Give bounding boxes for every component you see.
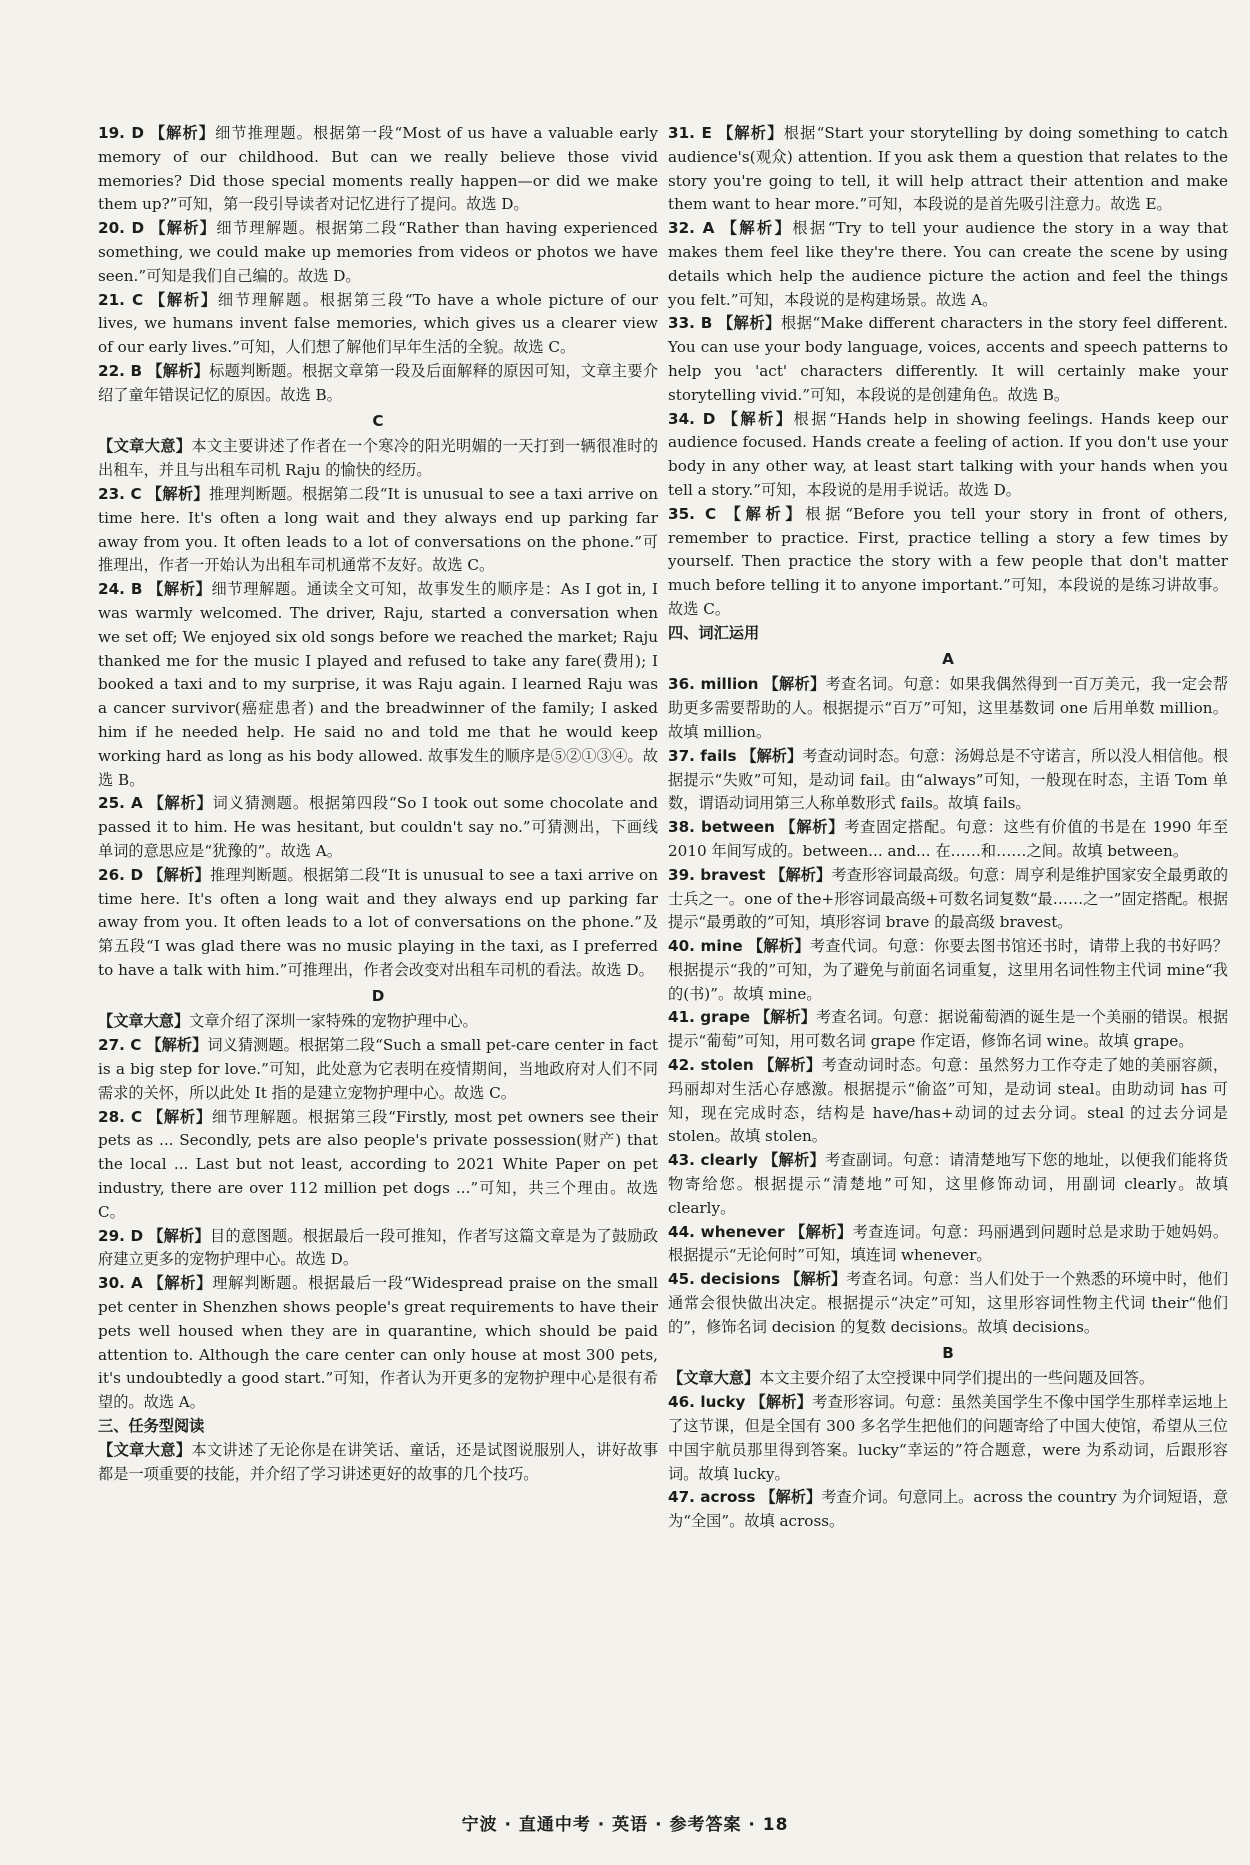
question-number: 30. A: [98, 1274, 143, 1293]
answer-entry: [668, 312, 1228, 407]
entry-text: 细节理解题。通读全文可知，故事发生的顺序是：As I got in, I was warmly welcomed. The driver, Raju, started a conversation when we set off; We enjoyed six old songs before we reached the market; Raju thanked me for the music I played and refused to take any fare(费用); I booked a taxi and to my surprise, it was Raju again. I learned Raju was a cancer survivor(癌症患者) and the breadwinner of the family; I asked him if he needed help. He said no and told me that he would keep working hard as long as his body allowed. 故事发生的顺序是⑤②①③④。故选 B。: [98, 580, 658, 789]
answer-entry: [668, 864, 1228, 935]
bracket-tag: 【解析】: [760, 1488, 822, 1507]
answer-entry: [668, 816, 1228, 864]
question-number: 44. whenever: [668, 1222, 785, 1241]
bracket-tag: 【解析】: [785, 1270, 847, 1289]
section-heading: 四、词汇运用: [668, 623, 760, 642]
question-number: 29. D: [98, 1226, 144, 1245]
question-number: 38. between: [668, 818, 775, 837]
bracket-tag: 【文章大意】: [98, 437, 192, 456]
answer-entry: [668, 1006, 1228, 1054]
answer-entry: [98, 289, 658, 360]
question-number: 40. mine: [668, 937, 743, 956]
answer-entry: [98, 1225, 658, 1273]
answer-entry: [98, 792, 658, 863]
bracket-tag: 【解析】: [147, 361, 210, 380]
bracket-tag: 【解析】: [763, 675, 826, 694]
entry-text: 根据“Try to tell your audience the story in a way that makes them feel like they're there. You can create the scene by using details which help the audience picture the action and feel the things you felt.”可知，本段说的是构建场景。故选 A。: [668, 219, 1229, 309]
answer-entry: [668, 673, 1228, 744]
entry-text: 文章介绍了深圳一家特殊的宠物护理中心。: [189, 1012, 478, 1031]
passage-label: A: [942, 649, 954, 668]
bracket-tag: 【解析】: [150, 219, 217, 238]
bracket-tag: 【解析】: [147, 1107, 212, 1126]
passage-label: D: [371, 986, 385, 1005]
answer-entry: [98, 1034, 658, 1105]
bracket-tag: 【解析】: [149, 124, 216, 142]
bracket-tag: 【解析】: [754, 1008, 817, 1027]
answer-entry: [668, 1054, 1228, 1149]
bracket-tag: 【文章大意】: [668, 1369, 760, 1388]
answer-entry: [98, 217, 658, 288]
answer-entry: [668, 122, 1228, 217]
bracket-tag: 【解析】: [770, 865, 832, 884]
entry-text: 根据“Hands help in showing feelings. Hands keep our audience focused. Hands create a feeling of action. If you don't use your body in any other way, at least start talking with your hands when you tell a story.”可知，本段说的是用手说话。故选 D。: [668, 409, 1228, 499]
answer-entry: [668, 408, 1228, 503]
bracket-tag: 【解析】: [780, 818, 845, 837]
answer-entry: [668, 217, 1228, 312]
question-number: 27. C: [98, 1036, 142, 1055]
entry-text: 细节理解题。根据第三段“To have a whole picture of our lives, we humans invent false memories, which gives us a clearer view of our early lives.”可知，人们想了解他们早年生活的全貌。故选 C。: [98, 290, 659, 357]
entry-text: 细节理解题。根据第三段“Firstly, most pet owners see their pets as ... Secondly, pets are also people's private possession(财产) that the local ... Last but not least, according to 2021 White Paper on pet industry, there are over 112 million pet dogs ...”可知，共三个理由。故选 C。: [98, 1107, 659, 1221]
question-number: 26. D: [98, 865, 144, 884]
question-number: 23. C: [98, 484, 142, 503]
answer-entry: [98, 483, 658, 578]
bracket-tag: 【解析】: [721, 219, 793, 238]
summary-entry: [98, 1010, 658, 1034]
entry-text: 推理判断题。根据第二段“It is unusual to see a taxi arrive on time here. It's often a long wait and they always end up parking far away from you. It often leads to a lot of conversations on the phone.”可推理出，作者一开始认为出租车司机通常不友好。故选 C。: [98, 484, 659, 575]
bracket-tag: 【解析】: [722, 409, 794, 428]
bracket-tag: 【解析】: [717, 124, 784, 142]
answer-entry: [668, 1268, 1228, 1339]
answer-entry: [98, 864, 658, 983]
entry-text: 考查形容词最高级。句意：周亨利是维护国家安全最勇敢的士兵之一。one of the+形容词最高级+可数名词复数“最……之一”固定搭配。根据提示“最勇敢的”可知，填形容词 brave 的最高级 bravest。: [668, 865, 1229, 932]
entry-text: 标题判断题。根据文章第一段及后面解释的原因可知，文章主要介绍了童年错误记忆的原因。故选 B。: [98, 361, 659, 404]
answer-entry: [668, 1221, 1228, 1269]
entry-text: 考查动词时态。句意：虽然努力工作夺走了她的美丽容颜，玛丽却对生活心存感激。根据提示“偷盗”可知，是动词 steal。由助动词 has 可知，现在完成时态，结构是 have/has+动词的过去分词。steal 的过去分词是 stolen。故填 stolen。: [668, 1056, 1229, 1146]
entry-text: 考查连词。句意：玛丽遇到问题时总是求助于她妈妈。根据提示“无论何时”可知，填连词 whenever。: [668, 1222, 1229, 1265]
answer-entry: [98, 360, 658, 408]
answer-entry: [98, 578, 658, 792]
question-number: 37. fails: [668, 746, 737, 765]
entry-text: 词义猜测题。根据第四段“So I took out some chocolate and passed it to him. He was hesitant, but couldn't say no.”可猜测出，下画线单词的意思应是“犹豫的”。故选 A。: [98, 794, 659, 860]
entry-text: 考查副词。句意：请清楚地写下您的地址，以便我们能将货物寄给您。根据提示“清楚地”可知，这里修饰动词，用副词 clearly。故填 clearly。: [668, 1151, 1229, 1217]
entry-text: 细节理解题。根据第二段“Rather than having experienced something, we could make up memories from videos or photos we have seen.”可知是我们自己编的。故选 D。: [98, 219, 658, 285]
question-number: 35. C: [668, 504, 717, 523]
question-number: 22. B: [98, 361, 143, 380]
answer-entry: [98, 122, 658, 217]
entry-text: 考查固定搭配。句意：这些有价值的书是在 1990 年至 2010 年间写成的。between... and... 在……和……之间。故填 between。: [668, 818, 1229, 860]
passage-label: B: [942, 1343, 954, 1362]
question-number: 24. B: [98, 580, 143, 599]
bracket-tag: 【解析】: [148, 1226, 211, 1245]
bracket-tag: 【解析】: [717, 314, 781, 333]
bracket-tag: 【解析】: [148, 794, 213, 813]
summary-entry: [98, 435, 658, 483]
entry-text: 推理判断题。根据第二段“It is unusual to see a taxi arrive on time here. It's often a long wait and they always end up parking far away from you. It often leads to a lot of conversations on the phone.”及第五段“I was glad there was no music playing in the taxi, as I preferred to have a talk with him.”可推理出，作者会改变对出租车司机的看法。故选 D。: [98, 865, 658, 979]
question-number: 41. grape: [668, 1008, 751, 1027]
bracket-tag: 【解析】: [725, 504, 806, 523]
right-column: [668, 122, 1228, 1534]
question-number: 46. lucky: [668, 1393, 746, 1412]
bracket-tag: 【解析】: [741, 746, 803, 765]
entry-text: 考查代词。句意：你要去图书馆还书时，请带上我的书好吗？根据提示“我的”可知，为了避免与前面名词重复，这里用名词性物主代词 mine“我的(书)”。故填 mine。: [668, 937, 1229, 1003]
entry-text: 本文主要讲述了作者在一个寒冷的阳光明媚的一天打到一辆很准时的出租车，并且与出租车司机 Raju 的愉快的经历。: [98, 437, 659, 480]
bracket-tag: 【解析】: [789, 1222, 853, 1241]
answer-entry: [668, 935, 1228, 1006]
summary-entry: [98, 1439, 658, 1487]
question-number: 42. stolen: [668, 1056, 754, 1075]
entry-text: 根据“Make different characters in the story feel different. You can use your body language, voices, accents and speech patterns to help you 'act' characters differently. It will certainly make your storytelling vivid.”可知，本段说的是创建角色。故选 B。: [668, 314, 1229, 404]
question-number: 45. decisions: [668, 1270, 781, 1289]
bracket-tag: 【解析】: [747, 937, 810, 956]
entry-text: 词义猜测题。根据第二段“Such a small pet-care center in fact is a big step for love.”可知，此处意为它表明在疫情期间，当地政府对人们不同需求的关怀，所以此处 It 指的是建立宠物护理中心。故选 C。: [98, 1036, 659, 1102]
question-number: 20. D: [98, 219, 145, 238]
bracket-tag: 【解析】: [759, 1056, 822, 1075]
answer-entry: [98, 1106, 658, 1225]
question-number: 19. D: [98, 124, 144, 142]
question-number: 32. A: [668, 219, 715, 238]
question-number: 25. A: [98, 794, 143, 813]
question-number: 31. E: [668, 124, 712, 142]
bracket-tag: 【解析】: [148, 865, 211, 884]
entry-text: 理解判断题。根据最后一段“Widespread praise on the small pet center in Shenzhen shows people's great requirements to have their pets well housed when they are in quarantine, which should be paid attention to. Although the care center can only house at most 300 pets, it's undoubtedly a good start.”可知，作者认为开更多的宠物护理中心是很有希望的。故选 A。: [98, 1274, 659, 1412]
entry-text: 考查形容词。句意：虽然美国学生不像中国学生那样幸运地上了这节课，但是全国有 300 多名学生把他们的问题寄给了中国大使馆，希望从三位中国宇航员那里得到答案。lucky“幸运的”符合题意，were 为系动词，后跟形容词。故填 lucky。: [668, 1393, 1229, 1483]
entry-text: 本文讲述了无论你是在讲笑话、童话，还是试图说服别人，讲好故事都是一项重要的技能，并介绍了学习讲述更好的故事的几个技巧。: [98, 1440, 659, 1483]
entry-text: 本文主要介绍了太空授课中同学们提出的一些问题及回答。: [759, 1369, 1154, 1388]
answer-entry: [668, 1391, 1228, 1486]
question-number: 39. bravest: [668, 865, 766, 884]
entry-text: 细节推理题。根据第一段“Most of us have a valuable early memory of our childhood. But can we really believe those vivid memories? Did those special moments really happen—or did we make them up?”可知，第一段引导读者对记忆进行了提问。故选 D。: [98, 124, 658, 214]
bracket-tag: 【文章大意】: [98, 1440, 192, 1459]
bracket-tag: 【解析】: [146, 1036, 208, 1055]
passage-label: C: [372, 411, 384, 430]
summary-entry: [668, 1367, 1228, 1391]
question-number: 36. million: [668, 675, 759, 694]
left-column: [98, 122, 658, 1486]
bracket-tag: 【解析】: [148, 1274, 213, 1293]
page-footer: 宁波 · 直通中考 · 英语 · 参考答案 · 18: [461, 1815, 789, 1835]
question-number: 28. C: [98, 1107, 143, 1126]
question-number: 21. C: [98, 290, 144, 309]
bracket-tag: 【解析】: [146, 484, 209, 503]
entry-text: 考查名词。句意：据说葡萄酒的诞生是一个美丽的错误。根据提示“葡萄”可知，用可数名词 grape 作定语，修饰名词 wine。故填 grape。: [668, 1008, 1229, 1051]
entry-text: 根据“Before you tell your story in front of others, remember to practice. First, practice telling a story a few times by yourself. Then practice the story with a few people that don't matter much before telling it to anyone important.”可知，本段说的是练习讲故事。故选 C。: [668, 504, 1229, 618]
bracket-tag: 【解析】: [763, 1151, 826, 1170]
question-number: 47. across: [668, 1488, 756, 1507]
bracket-tag: 【解析】: [149, 290, 218, 309]
question-number: 34. D: [668, 409, 716, 428]
entry-text: 考查名词。句意：当人们处于一个熟悉的环境中时，他们通常会很快做出决定。根据提示“决定”可知，这里形容词性物主代词 their“他们的”，修饰名词 decision 的复数 decisions。故填 decisions。: [668, 1270, 1229, 1336]
bracket-tag: 【解析】: [147, 580, 212, 599]
answer-entry: [668, 503, 1228, 622]
entry-text: 考查介词。句意同上。across the country 为介词短语，意为“全国”。故填 across。: [668, 1488, 1229, 1531]
answer-entry: [668, 1149, 1228, 1220]
entry-text: 根据“Start your storytelling by doing something to catch audience's(观众) attention. If you ask them a question that relates to the story you're going to tell, it will help attract their attention and make them want to hear more.”可知，本段说的是首先吸引注意力。故选 E。: [668, 124, 1228, 214]
section-heading: 三、任务型阅读: [98, 1417, 205, 1436]
question-number: 33. B: [668, 314, 713, 333]
entry-text: 目的意图题。根据最后一段可推知，作者写这篇文章是为了鼓励政府建立更多的宠物护理中心。故选 D。: [98, 1226, 659, 1269]
entry-text: 考查动词时态。句意：汤姆总是不守诺言，所以没人相信他。根据提示“失败”可知，是动词 fail。由“always”可知，一般现在时态，主语 Tom 单数，谓语动词用第三人称单数形式 fails。故填 fails。: [668, 746, 1229, 813]
bracket-tag: 【文章大意】: [98, 1012, 190, 1031]
answer-entry: [98, 1272, 658, 1415]
answer-entry: [668, 1486, 1228, 1534]
entry-text: 考查名词。句意：如果我偶然得到一百万美元，我一定会帮助更多需要帮助的人。根据提示“百万”可知，这里基数词 one 后用单数 million。故填 million。: [668, 675, 1229, 741]
answer-entry: [668, 745, 1228, 816]
question-number: 43. clearly: [668, 1151, 758, 1170]
bracket-tag: 【解析】: [750, 1393, 813, 1412]
